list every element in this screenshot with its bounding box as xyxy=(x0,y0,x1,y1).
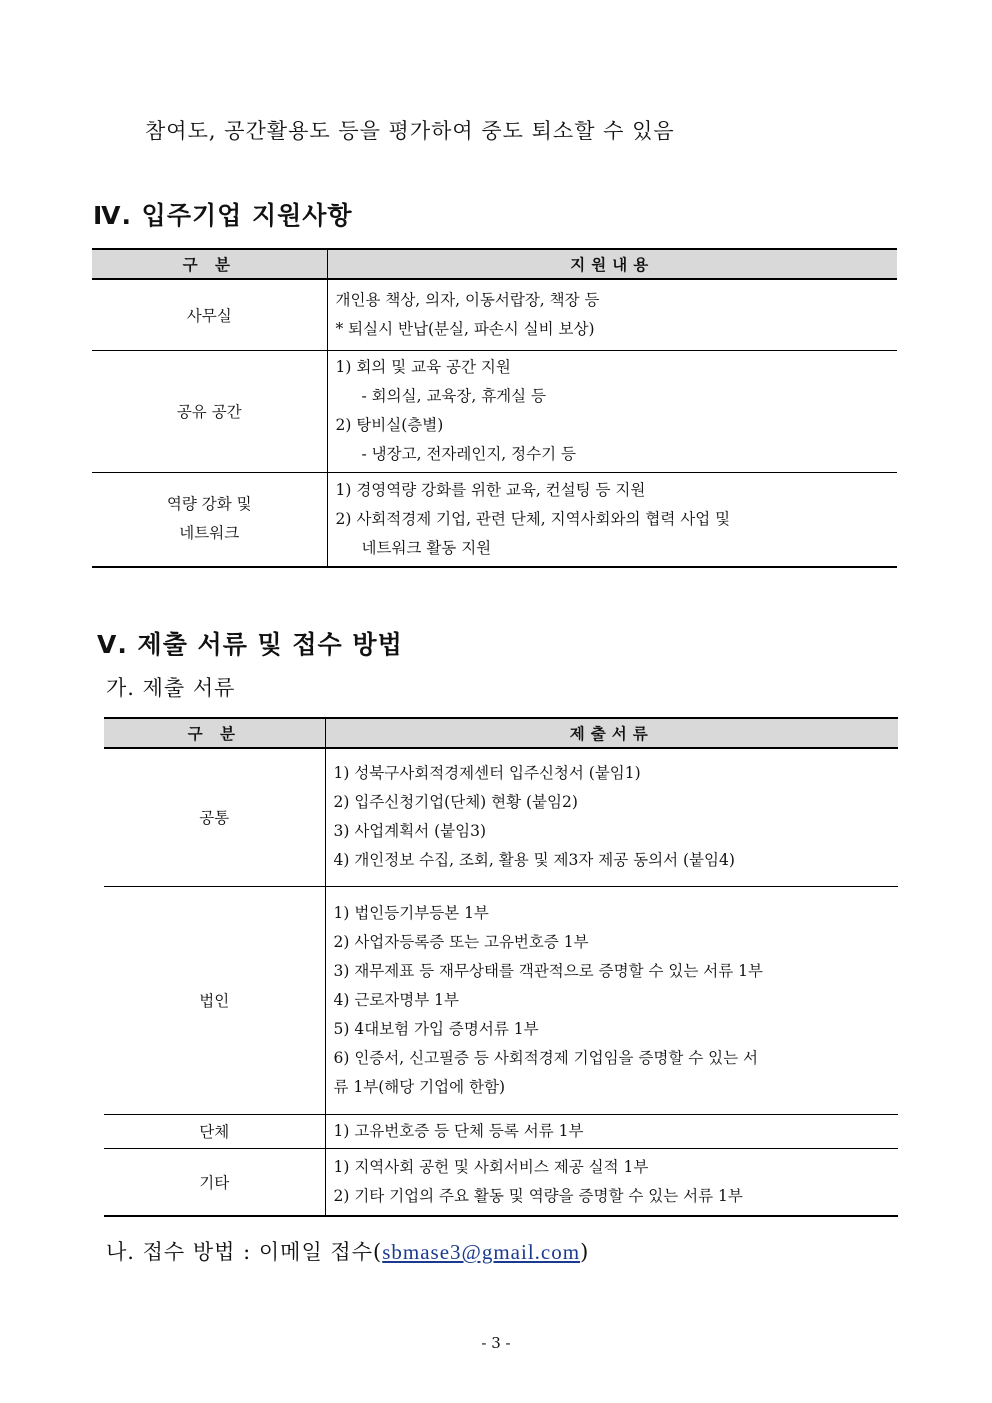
row-category: 단체 xyxy=(104,1114,325,1148)
content-line: 1) 성북구사회적경제센터 입주신청서 (붙임1) xyxy=(333,764,641,783)
row-content xyxy=(327,472,897,567)
table-row xyxy=(104,886,898,1114)
table-row xyxy=(104,1148,898,1216)
content-line: * 퇴실시 반납(분실, 파손시 실비 보상) xyxy=(335,319,595,338)
header-category: 구 분 xyxy=(104,718,325,748)
row-content xyxy=(325,1148,898,1216)
row-category: 기타 xyxy=(104,1148,325,1216)
content-line: 2) 기타 기업의 주요 활동 및 역량을 증명할 수 있는 서류 1부 xyxy=(333,1186,743,1205)
table-row xyxy=(92,279,897,350)
content-line: 6) 인증서, 신고필증 등 사회적경제 기업임을 증명할 수 있는 서 xyxy=(333,1048,759,1067)
support-table xyxy=(92,248,897,568)
content-line: 1) 법인등기부등본 1부 xyxy=(333,903,489,922)
row-category: 공유 공간 xyxy=(92,350,327,472)
header-documents: 제출서류 xyxy=(325,718,898,748)
table-row xyxy=(92,472,897,567)
section5-sub-a: 가. 제출 서류 xyxy=(106,676,236,700)
header-category: 구 분 xyxy=(92,249,327,279)
table-row xyxy=(104,1114,898,1148)
content-line: 2) 탕비실(층별) xyxy=(335,416,444,434)
content-line: 2) 입주신청기업(단체) 현황 (붙임2) xyxy=(333,793,578,812)
row-content xyxy=(325,886,898,1114)
row-category xyxy=(92,472,327,567)
row-content xyxy=(327,279,897,350)
content-line: - 냉장고, 전자레인지, 정수기 등 xyxy=(361,445,576,463)
documents-table xyxy=(104,717,898,1217)
content-line: 2) 사회적경제 기업, 관련 단체, 지역사회와의 협력 사업 및 xyxy=(335,509,731,528)
intro-text: 참여도, 공간활용도 등을 평가하여 중도 퇴소할 수 있음 xyxy=(145,119,675,143)
row-category: 공통 xyxy=(104,748,325,886)
content-line: 4) 근로자명부 1부 xyxy=(333,990,459,1009)
row-content xyxy=(325,1114,898,1148)
content-line: 네트워크 활동 지원 xyxy=(361,538,492,557)
table-row xyxy=(104,748,898,886)
content-line: 1) 경영역량 강화를 위한 교육, 컨설팅 등 지원 xyxy=(335,480,646,499)
category-line: 네트워크 xyxy=(179,524,240,543)
content-line: 3) 재무제표 등 재무상태를 객관적으로 증명할 수 있는 서류 1부 xyxy=(333,961,763,980)
content-line: 2) 사업자등록증 또는 고유번호증 1부 xyxy=(333,932,589,951)
content-line: 개인용 책상, 의자, 이동서랍장, 책장 등 xyxy=(335,290,600,309)
section5-title: Ⅴ. 제출 서류 및 접수 방법 xyxy=(97,630,403,659)
row-category: 사무실 xyxy=(92,279,327,350)
content-line: - 회의실, 교육장, 휴게실 등 xyxy=(361,387,547,405)
table-row xyxy=(92,350,897,472)
row-content xyxy=(325,748,898,886)
content-line: 3) 사업계획서 (붙임3) xyxy=(333,822,487,841)
category-line: 역량 강화 및 xyxy=(166,495,252,514)
section4-title: Ⅳ. 입주기업 지원사항 xyxy=(93,201,353,230)
content-line: 1) 고유번호증 등 단체 등록 서류 1부 xyxy=(333,1121,584,1140)
submission-method-suffix: ) xyxy=(580,1240,590,1264)
content-line: 4) 개인정보 수집, 조회, 활용 및 제3자 제공 동의서 (붙임4) xyxy=(333,851,735,870)
table-header-row xyxy=(92,249,897,279)
content-line: 1) 지역사회 공헌 및 사회서비스 제공 실적 1부 xyxy=(333,1157,649,1176)
email-link[interactable]: sbmase3@gmail.com xyxy=(382,1240,581,1264)
submission-method-label: 나. 접수 방법 : 이메일 접수( xyxy=(106,1240,383,1264)
content-line: 류 1부(해당 기업에 한함) xyxy=(333,1077,505,1096)
section5-sub-b xyxy=(106,1236,589,1266)
header-content: 지원내용 xyxy=(327,249,897,279)
row-content xyxy=(327,350,897,472)
row-category: 법인 xyxy=(104,886,325,1114)
page-number: - 3 - xyxy=(481,1334,511,1352)
content-line: 5) 4대보험 가입 증명서류 1부 xyxy=(333,1019,539,1038)
table-header-row xyxy=(104,718,898,748)
content-line: 1) 회의 및 교육 공간 지원 xyxy=(335,358,511,376)
